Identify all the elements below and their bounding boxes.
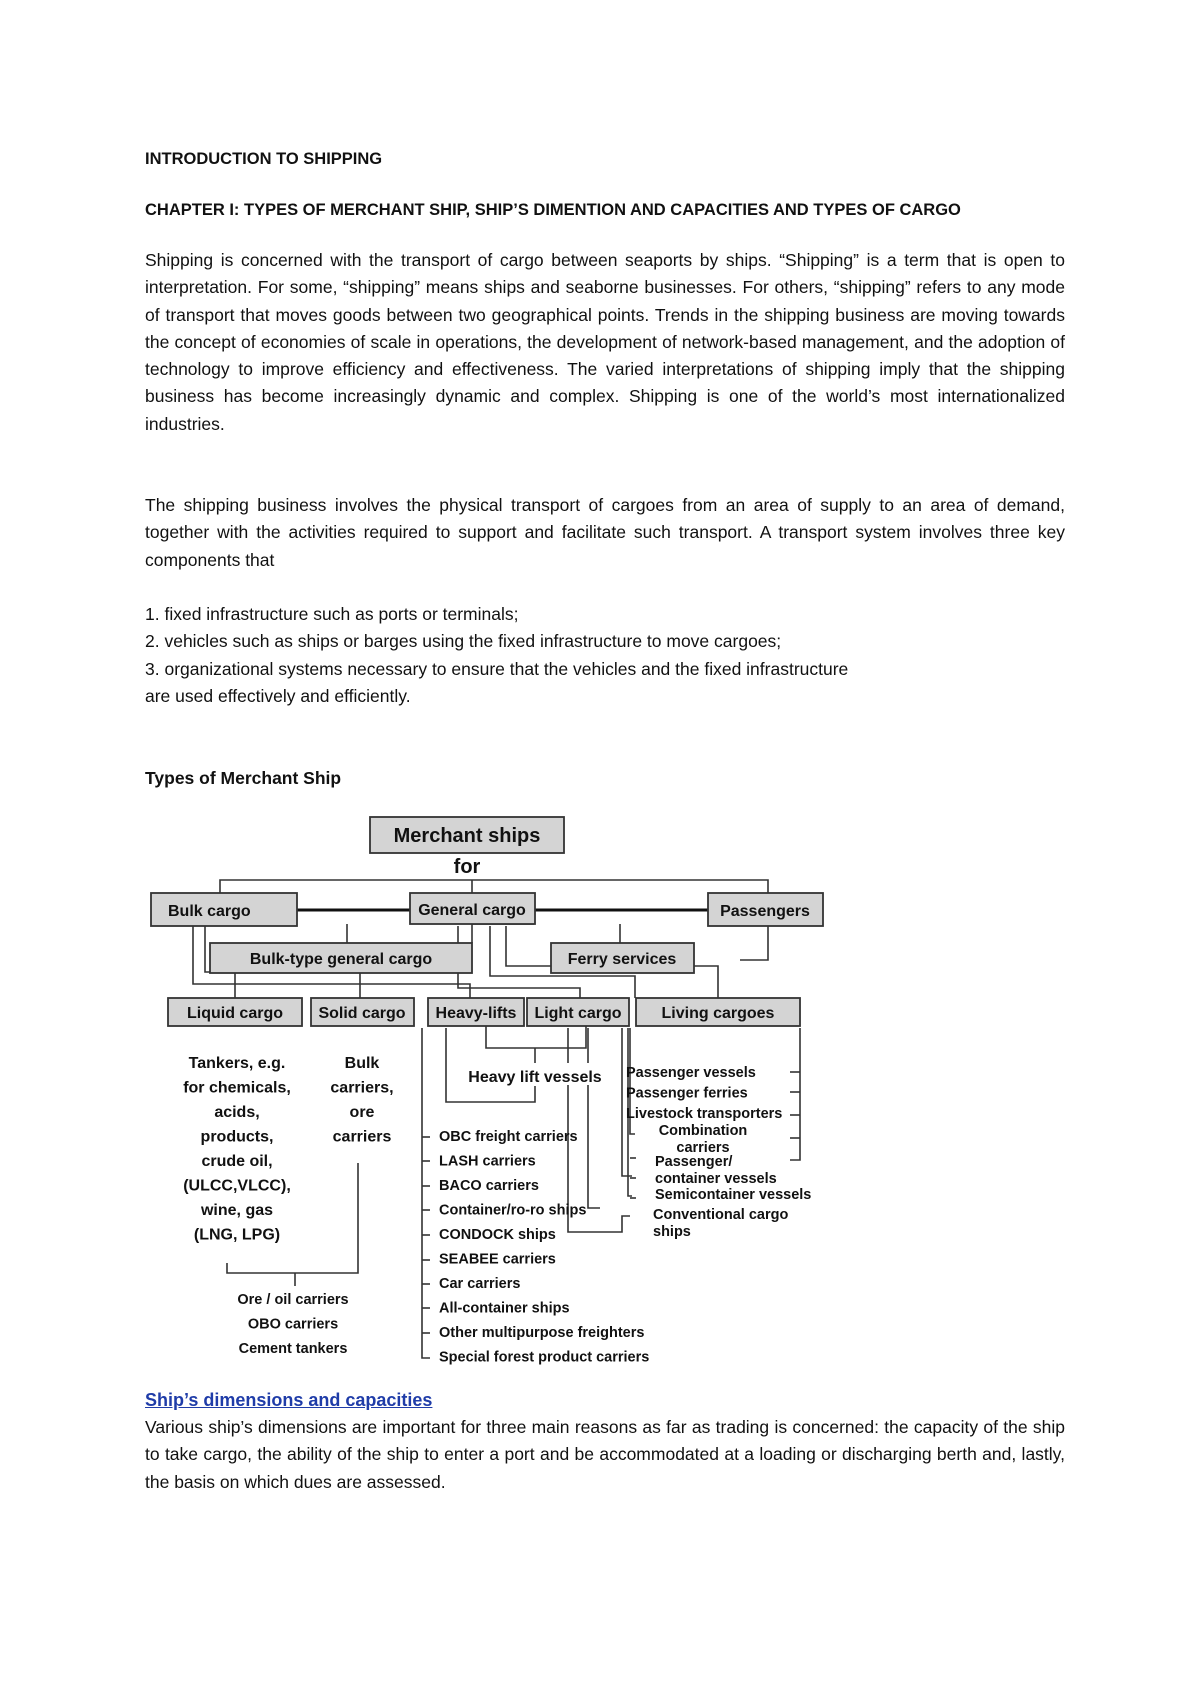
document-title: INTRODUCTION TO SHIPPING	[145, 150, 383, 168]
light-cargo-ship-item: Car carriers	[439, 1276, 521, 1292]
passenger-container-line: container vessels	[655, 1171, 777, 1187]
bulk-cargo-node	[151, 893, 297, 926]
living-ship-item: Livestock transporters	[626, 1106, 783, 1122]
tankers-line: for chemicals,	[183, 1079, 291, 1097]
light-cargo-ship-item: OBC freight carriers	[439, 1129, 578, 1145]
dimensions-heading-link[interactable]: Ship’s dimensions and capacities	[145, 1390, 433, 1410]
heavy-lifts-node	[428, 998, 524, 1026]
list-item: are used effectively and efficiently.	[145, 685, 411, 706]
list-item: 3. organizational systems necessary to ensure that the vehicles and the fixed infrastructure	[145, 658, 849, 679]
bulk-carriers-line: ore	[349, 1104, 375, 1121]
tankers-line: acids,	[214, 1104, 260, 1121]
combined-carriers-list	[237, 1292, 348, 1357]
combination-carriers-line: carriers	[676, 1140, 730, 1156]
tankers-line: crude oil,	[201, 1153, 273, 1170]
semicontainer-line: Semicontainer vessels	[655, 1187, 812, 1203]
root-node	[370, 817, 564, 878]
conventional-cargo-line: ships	[653, 1224, 691, 1240]
light-cargo-ships-list	[439, 1129, 649, 1366]
bulk-type-general-cargo-label: Bulk-type general cargo	[249, 951, 433, 968]
bulk-carriers-line: carriers,	[330, 1079, 394, 1097]
liquid-cargo-node	[168, 998, 302, 1026]
heavy-lift-vessels-node	[458, 1063, 612, 1086]
bulk-cargo-label: Bulk cargo	[168, 903, 251, 920]
bulk-carriers-line: Bulk	[344, 1055, 380, 1072]
living-ship-item: Passenger ferries	[626, 1085, 748, 1102]
combined-carrier-item: OBO carriers	[247, 1316, 339, 1333]
passengers-label: Passengers	[720, 903, 810, 920]
combined-carrier-item: Cement tankers	[238, 1341, 348, 1357]
ferry-services-label: Ferry services	[567, 951, 677, 968]
combination-carriers-line: Combination	[658, 1123, 748, 1139]
tankers-line: wine, gas	[200, 1202, 274, 1219]
general-cargo-node	[410, 893, 535, 924]
light-cargo-ship-item: CONDOCK ships	[439, 1227, 556, 1243]
dimensions-heading-row	[145, 1387, 1065, 1414]
bulk-carriers-list	[330, 1055, 393, 1146]
general-cargo-label: General cargo	[418, 902, 526, 919]
living-ship-item: Passenger vessels	[626, 1065, 756, 1081]
list-item: 2. vehicles such as ships or barges using the fixed infrastructure to move cargoes;	[145, 631, 782, 652]
solid-cargo-label: Solid cargo	[318, 1005, 406, 1022]
passengers-node	[708, 893, 823, 926]
light-cargo-ship-item: All-container ships	[439, 1300, 570, 1317]
living-cargoes-label: Living cargoes	[661, 1005, 775, 1022]
light-cargo-node	[527, 998, 629, 1026]
tankers-list	[183, 1055, 291, 1244]
light-cargo-ship-item: Other multipurpose freighters	[439, 1325, 645, 1341]
other-ships-list	[653, 1123, 811, 1240]
living-cargoes-node	[636, 998, 800, 1026]
bulk-carriers-line: carriers	[332, 1128, 392, 1146]
for-label: for	[453, 856, 481, 878]
solid-cargo-node	[311, 998, 414, 1026]
types-heading: Types of Merchant Ship	[145, 768, 342, 788]
tankers-line: products,	[200, 1128, 274, 1146]
light-cargo-ship-item: SEABEE carriers	[439, 1251, 556, 1268]
bulk-type-general-cargo-node	[210, 943, 472, 973]
combined-carrier-item: Ore / oil carriers	[237, 1292, 349, 1308]
conventional-cargo-line: Conventional cargo	[653, 1207, 789, 1223]
chapter-heading: CHAPTER I: TYPES OF MERCHANT SHIP, SHIP’S DIMENTION AND CAPACITIES AND TYPES OF CARGO	[145, 201, 961, 219]
business-paragraph: The shipping business involves the physical transport of cargoes from an area of supply to an area of demand, together with the activities required to support and facilitate such transport. A transport system involves three key components that	[145, 495, 1065, 570]
list-item: 1. fixed infrastructure such as ports or terminals;	[145, 604, 519, 624]
light-cargo-ship-item: Special forest product carriers	[439, 1349, 650, 1366]
light-cargo-label: Light cargo	[534, 1005, 622, 1022]
tankers-line: (ULCC,VLCC),	[183, 1177, 291, 1195]
tankers-line: Tankers, e.g.	[188, 1055, 286, 1072]
liquid-cargo-label: Liquid cargo	[187, 1005, 283, 1022]
intro-paragraph: Shipping is concerned with the transport of cargo between seaports by ships. “Shipping” is a term that is open to interpretation. For some, “shipping” means ships and seaborne businesses. For others, “shipping” refers to any mode of transport that moves goods between two geographical points. Trends in the shipping business are moving towards the concept of economies of scale in operations, the development of network-based management, and the adoption of technology to improve efficiency and effectiveness. The varied interpretations of shipping imply that the shipping business has become increasingly dynamic and complex. Shipping is one of the world’s most internationalized industries.	[145, 250, 1065, 434]
ferry-services-node	[551, 943, 694, 973]
tankers-line: (LNG, LPG)	[193, 1226, 281, 1244]
root-label: Merchant ships	[393, 825, 541, 847]
light-cargo-ship-item: BACO carriers	[439, 1178, 539, 1194]
light-cargo-ship-item: Container/ro-ro ships	[439, 1202, 587, 1219]
passenger-container-line: Passenger/	[655, 1154, 733, 1170]
heavy-lift-vessels-label: Heavy lift vessels	[468, 1069, 602, 1086]
light-cargo-ship-item: LASH carriers	[439, 1153, 536, 1170]
living-ships-list	[626, 1065, 782, 1122]
dimensions-paragraph: Various ship’s dimensions are important for three main reasons as far as trading is concerned: the capacity of the ship to take cargo, the ability of the ship to enter a port and be accommodated at a loading or discharging berth and, lastly, the basis on which dues are assessed.	[145, 1417, 1065, 1492]
heavy-lifts-label: Heavy-lifts	[435, 1005, 517, 1022]
